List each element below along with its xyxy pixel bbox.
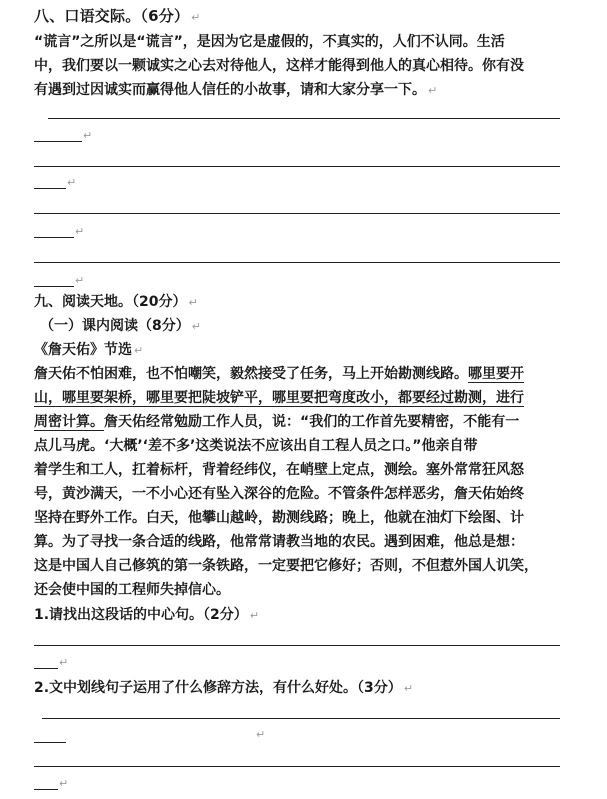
- question-text: 2.文中划线句子运用了什么修辞方法，有什么好处。（3分）: [34, 680, 402, 696]
- subheading-text: （一）课内阅读（8分）: [40, 318, 190, 334]
- paragraph-mark: ↵: [83, 129, 93, 142]
- para-text: 有遇到过因诚实而赢得他人信任的小故事，请和大家分享一下。: [34, 82, 426, 98]
- answer-line[interactable]: [34, 213, 560, 214]
- section-8-para-line-3: [34, 80, 437, 101]
- answer-line-short[interactable]: [34, 237, 74, 238]
- answer-line[interactable]: [42, 718, 560, 719]
- passage-text: 詹天佑不怕困难，也不怕嘲笑，毅然接受了任务，马上开始勘测线路。: [34, 366, 468, 382]
- passage-line-2: [34, 388, 524, 408]
- question-1: [34, 605, 259, 626]
- paragraph-mark: ↵: [188, 296, 198, 309]
- paragraph-mark: ↵: [403, 682, 414, 695]
- section-9-heading: [34, 292, 198, 313]
- section-8-para-line-2: 中，我们要以一颗诚实之心去对待他人，这样才能得到他人的真心相待。你有没: [34, 58, 524, 74]
- underlined-sentence: 周密计算。: [34, 414, 104, 430]
- passage-line-3: [34, 412, 519, 432]
- paragraph-mark: ↵: [75, 274, 85, 287]
- passage-line-1: [34, 364, 524, 384]
- passage-line-9: 这是中国人自己修筑的第一条铁路，一定要把它修好；否则，不但惹外国人讥笑，: [34, 558, 538, 574]
- passage-line-4: 点儿马虎。‘大概’‘差不多’这类说法不应该出自工程人员之口。”他亲自带: [34, 438, 478, 454]
- paragraph-mark: ↵: [59, 656, 69, 669]
- answer-line[interactable]: [34, 262, 560, 263]
- section-8-heading: [34, 6, 201, 28]
- underlined-sentence: 哪里要开: [468, 366, 524, 382]
- answer-line[interactable]: [34, 766, 560, 767]
- passage-line-6: 号，黄沙满天，一不小心还有坠入深谷的危险。不管条件怎样恶劣，詹天佑始终: [34, 486, 524, 502]
- answer-line-short[interactable]: [34, 742, 66, 743]
- answer-line[interactable]: [48, 118, 560, 119]
- paragraph-mark: ↵: [75, 225, 85, 238]
- excerpt-title: [34, 340, 143, 361]
- subsection-heading: [40, 316, 201, 337]
- section-8-para-line-1: “谎言”之所以是“谎言”，是因为它是虚假的，不真实的，人们不认同。生活: [34, 34, 505, 50]
- heading-text: 九、阅读天地。（20分）: [34, 294, 187, 310]
- passage-text: 詹天佑经常勉励工作人员，说：“我们的工作首先要精密，不能有一: [104, 414, 520, 430]
- paragraph-mark: ↵: [134, 344, 144, 357]
- answer-line-short[interactable]: [34, 141, 82, 142]
- answer-line-short[interactable]: [34, 286, 74, 287]
- paragraph-mark: ↵: [67, 176, 77, 189]
- passage-line-8: 算。为了寻找一条合适的线路，他常常请教当地的农民。遇到困难，他总是想：: [34, 534, 524, 550]
- paragraph-mark: ↵: [59, 777, 69, 790]
- paragraph-mark: ↵: [256, 728, 266, 741]
- answer-line[interactable]: [34, 166, 560, 167]
- heading-text: 八、口语交际。（6分）: [34, 7, 190, 25]
- answer-line-short[interactable]: [34, 668, 58, 669]
- passage-line-7: 坚持在野外工作。白天，他攀山越岭，勘测线路；晚上，他就在油灯下绘图、计: [34, 510, 524, 526]
- passage-line-10: 还会使中国的工程师失掉信心。: [34, 582, 230, 598]
- question-text: 1.请找出这段话的中心句。（2分）: [34, 607, 248, 623]
- underlined-sentence: 山，哪里要架桥，哪里要把陡坡铲平，哪里要把弯度改小，都要经过勘测，进行: [34, 390, 524, 406]
- paragraph-mark: ↵: [191, 320, 201, 333]
- question-2: [34, 678, 413, 699]
- paragraph-mark: ↵: [428, 84, 438, 97]
- answer-line-short[interactable]: [34, 188, 66, 189]
- paragraph-mark: ↵: [249, 609, 260, 622]
- answer-line[interactable]: [34, 645, 560, 646]
- paragraph-mark: ↵: [191, 11, 201, 24]
- passage-line-5: 着学生和工人，扛着标杆，背着经纬仪，在峭壁上定点，测绘。塞外常常狂风怒: [34, 462, 524, 478]
- excerpt-title-text: 《詹天佑》节选: [34, 342, 132, 358]
- answer-line-short[interactable]: [34, 789, 58, 790]
